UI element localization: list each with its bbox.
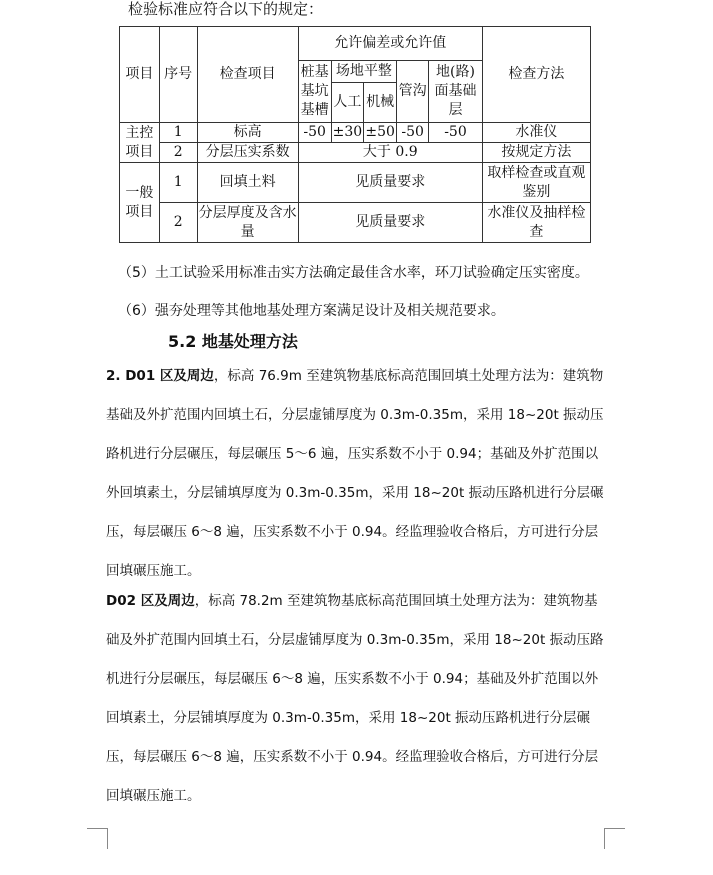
paragraph-d01-body: ，标高 76.9m 至建筑物基底标高范围回填土处理方法为：建筑物基础及外扩范围内回填土石，分层虚铺厚度为 0.3m-0.35m，采用 18~20t 振动压路机进行分层碾压，每层碾压 5～6 遍，压实系数不小于 0.94；基础及外扩范围以外回填素土，分层铺填厚度为 0.3m-0.35m，采用 18~20t 振动压路机进行分层碾压，每层碾压 6～8 遍，压实系数不小于 0.94。经监理验收合格后，方可进行分层回填碾压施工。 bbox=[106, 368, 604, 579]
row-item: 分层压实系数 bbox=[197, 143, 298, 163]
row-item: 标高 bbox=[197, 123, 298, 143]
value-ground: -50 bbox=[429, 123, 483, 143]
note-6: （6）强夯处理等其他地基处理方案满足设计及相关规范要求。 bbox=[118, 303, 505, 319]
row-item: 回填土料 bbox=[197, 163, 298, 203]
page-corner-mark-right bbox=[604, 828, 625, 849]
row-no: 2 bbox=[159, 143, 197, 163]
page-corner-mark-left bbox=[87, 828, 108, 849]
header-item: 项目 bbox=[120, 27, 160, 123]
table-row bbox=[120, 123, 591, 143]
paragraph-d02 bbox=[106, 582, 606, 816]
header-site-leveling: 场地平整 bbox=[331, 61, 397, 83]
value-pipe: -50 bbox=[397, 123, 429, 143]
row-no: 1 bbox=[159, 163, 197, 203]
table-row bbox=[120, 163, 591, 203]
value-merged: 见质量要求 bbox=[298, 163, 482, 203]
header-ground-base: 地(路)面基础层 bbox=[429, 61, 483, 123]
value-merged: 大于 0.9 bbox=[298, 143, 482, 163]
inspection-standard-table bbox=[119, 26, 591, 243]
row-no: 1 bbox=[159, 123, 197, 143]
intro-text: 检验标准应符合以下的规定： bbox=[128, 0, 324, 18]
header-pit: 桩基基坑基槽 bbox=[298, 61, 331, 123]
header-pipe-trench: 管沟 bbox=[397, 61, 429, 123]
value-machine: ±50 bbox=[364, 123, 397, 143]
header-machine: 机械 bbox=[364, 83, 397, 123]
table-row bbox=[120, 203, 591, 243]
row-method: 水准仪 bbox=[482, 123, 590, 143]
value-manual: ±30 bbox=[331, 123, 364, 143]
table-row bbox=[120, 143, 591, 163]
section-title: 5.2 地基处理方法 bbox=[168, 332, 298, 351]
group-general: 一般项目 bbox=[120, 163, 160, 243]
paragraph-d02-lead: D02 区及周边 bbox=[106, 593, 195, 609]
note-5: （5）土工试验采用标准击实方法确定最佳含水率，环刀试验确定压实密度。 bbox=[118, 265, 589, 281]
value-merged: 见质量要求 bbox=[298, 203, 482, 243]
header-manual: 人工 bbox=[331, 83, 364, 123]
row-item: 分层厚度及含水量 bbox=[197, 203, 298, 243]
value-pit: -50 bbox=[298, 123, 331, 143]
row-method: 按规定方法 bbox=[482, 143, 590, 163]
row-method: 取样检查或直观鉴别 bbox=[482, 163, 590, 203]
header-method: 检查方法 bbox=[482, 27, 590, 123]
row-method: 水准仪及抽样检查 bbox=[482, 203, 590, 243]
paragraph-d02-body: ，标高 78.2m 至建筑物基底标高范围回填土处理方法为：建筑物基础及外扩范围内回填土石，分层虚铺厚度为 0.3m-0.35m，采用 18~20t 振动压路机进行分层碾压，每层碾压 6～8 遍，压实系数不小于 0.94；基础及外扩范围以外回填素土，分层铺填厚度为 0.3m-0.35m，采用 18~20t 振动压路机进行分层碾压，每层碾压 6～8 遍，压实系数不小于 0.94。经监理验收合格后，方可进行分层回填碾压施工。 bbox=[106, 593, 604, 804]
row-no: 2 bbox=[159, 203, 197, 243]
group-main-control: 主控项目 bbox=[120, 123, 160, 163]
header-check-item: 检查项目 bbox=[197, 27, 298, 123]
header-tolerance: 允许偏差或允许值 bbox=[298, 27, 482, 61]
header-no: 序号 bbox=[159, 27, 197, 123]
paragraph-d01-lead: 2. D01 区及周边 bbox=[106, 368, 214, 384]
paragraph-d01 bbox=[106, 357, 606, 591]
